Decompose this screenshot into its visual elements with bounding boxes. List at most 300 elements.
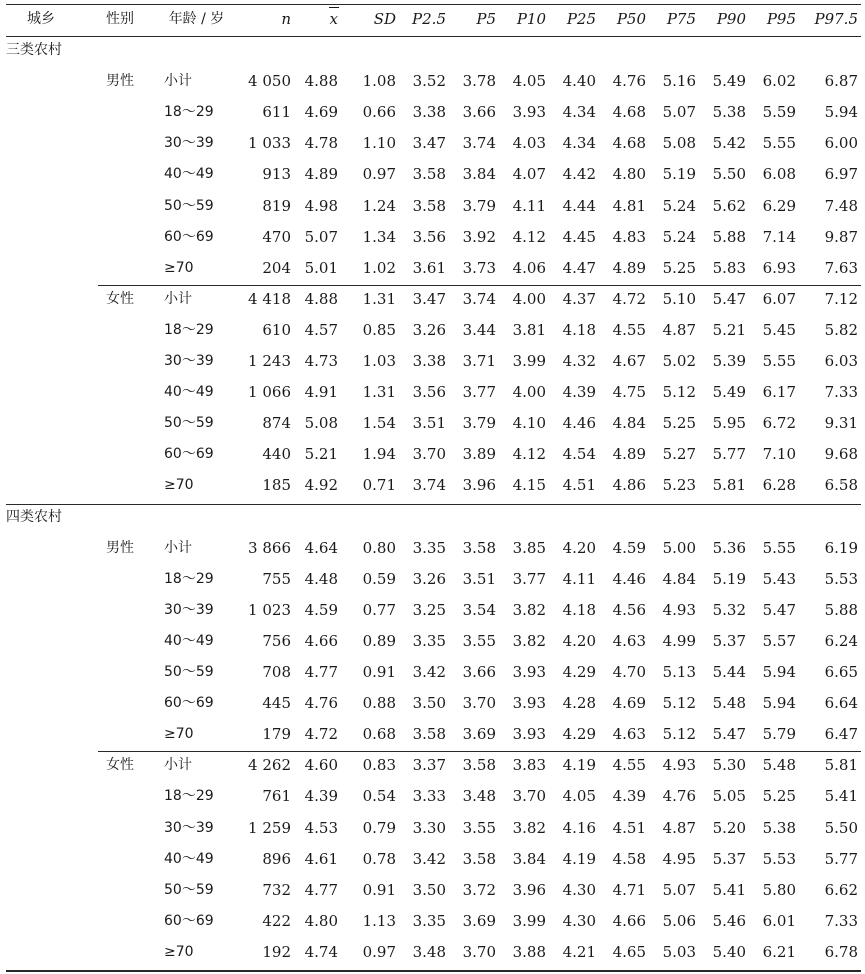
table-row [6,937,861,968]
cell-p95: 6.21 [762,942,796,961]
cell-age: 50～59 [164,881,214,898]
cell-p97-5: 5.81 [824,756,858,775]
cell-p5: 3.92 [462,227,496,246]
cell-p10: 4.06 [512,258,546,277]
cell-sd: 1.10 [362,134,396,153]
cell-p90: 5.36 [712,538,746,557]
cell-sd: 0.54 [362,787,396,806]
table-row [6,564,861,595]
cell-p2-5: 3.26 [412,320,446,339]
cell-p5: 3.58 [462,756,496,775]
cell-p97-5: 6.19 [824,538,858,557]
cell-n: 755 [262,569,291,588]
cell-p75: 4.99 [662,631,696,650]
table-row [6,533,861,564]
cell-mean: 4.72 [304,725,338,744]
cell-p90: 5.32 [712,600,746,619]
cell-n: 708 [262,663,291,681]
cell-sd: 0.85 [362,320,396,339]
cell-p97-5: 6.87 [824,72,858,91]
cell-p97-5: 6.58 [824,476,858,495]
cell-p50: 4.58 [612,849,646,868]
cell-p5: 3.70 [462,942,496,961]
header-area: 城乡 [27,11,55,27]
cell-p97-5: 5.82 [824,320,858,339]
cell-p10: 4.10 [512,414,546,433]
cell-p2-5: 3.58 [412,725,446,744]
cell-p2-5: 3.58 [412,196,446,215]
cell-p5: 3.72 [462,880,496,899]
cell-p25: 4.40 [562,72,596,91]
cell-p75: 4.87 [662,320,696,339]
cell-p90: 5.49 [712,383,746,402]
header-p10: P10 [516,10,546,28]
header-p50: P50 [616,10,646,28]
cell-age: 30～39 [164,819,214,836]
cell-p97-5: 6.03 [824,352,858,370]
cell-p50: 4.75 [612,383,646,402]
cell-p25: 4.19 [562,756,596,775]
cell-p95: 5.25 [762,787,796,806]
cell-p5: 3.79 [462,414,496,433]
cell-p10: 3.83 [512,756,546,775]
cell-sd: 0.79 [362,818,396,837]
cell-p25: 4.16 [562,818,596,837]
cell-p5: 3.69 [462,725,496,744]
cell-p50: 4.69 [612,694,646,713]
cell-n: 4 050 [248,72,291,91]
cell-mean: 4.60 [304,756,338,775]
cell-p95: 6.72 [762,414,796,433]
cell-mean: 4.77 [304,880,338,899]
cell-n: 422 [262,911,291,930]
table-row [6,439,861,470]
cell-p50: 4.68 [612,134,646,153]
cell-p10: 4.12 [512,227,546,246]
cell-age: 小计 [164,290,192,307]
cell-p5: 3.58 [462,538,496,557]
cell-p10: 4.12 [512,445,546,464]
cell-p97-5: 5.77 [824,849,858,868]
cell-p50: 4.46 [612,569,646,588]
cell-mean: 4.57 [304,320,338,339]
cell-p50: 4.86 [612,476,646,495]
cell-p75: 5.25 [662,414,696,433]
table-row [6,688,861,719]
cell-p90: 5.30 [712,756,746,775]
cell-age: 30～39 [164,601,214,618]
cell-n: 204 [262,258,291,277]
cell-p50: 4.81 [612,196,646,215]
cell-p25: 4.20 [562,631,596,650]
cell-p90: 5.38 [712,103,746,122]
cell-p90: 5.83 [712,258,746,277]
cell-p25: 4.29 [562,725,596,744]
cell-p97-5: 9.31 [824,414,858,433]
cell-p97-5: 6.62 [824,880,858,899]
cell-n: 756 [262,631,291,650]
table-row [6,844,861,875]
cell-p50: 4.65 [612,942,646,961]
cell-p97-5: 6.78 [824,942,858,961]
cell-p75: 5.23 [662,476,696,495]
cell-n: 4 418 [248,289,291,308]
cell-p25: 4.11 [562,569,596,588]
cell-age: 30～39 [164,353,214,369]
cell-p25: 4.54 [562,445,596,464]
cell-p97-5: 5.53 [824,569,858,588]
table-row [6,377,861,408]
table-row [6,191,861,222]
cell-p95: 5.59 [762,103,796,122]
cell-p90: 5.19 [712,569,746,588]
cell-n: 1 259 [248,818,291,837]
cell-p95: 5.47 [762,600,796,619]
cell-age: 小计 [164,73,192,90]
cell-p75: 5.12 [662,383,696,402]
cell-sd: 0.97 [362,942,396,961]
cell-p2-5: 3.42 [412,663,446,681]
cell-p97-5: 7.48 [824,196,858,215]
cell-age: 60～69 [164,228,214,245]
cell-n: 874 [262,414,291,433]
cell-p95: 5.55 [762,352,796,370]
cell-age: 18～29 [164,788,214,805]
cell-p75: 5.07 [662,103,696,122]
cell-n: 761 [262,787,291,806]
cell-p95: 6.28 [762,476,796,495]
cell-age: 40～49 [164,166,214,183]
cell-p50: 4.67 [612,352,646,370]
cell-p90: 5.39 [712,352,746,370]
cell-mean: 4.76 [304,694,338,713]
cell-age: 18～29 [164,321,214,338]
cell-p10: 4.07 [512,165,546,184]
cell-p5: 3.73 [462,258,496,277]
cell-p25: 4.46 [562,414,596,433]
cell-age: 40～49 [164,384,214,401]
cell-p75: 5.16 [662,72,696,91]
cell-p95: 5.79 [762,725,796,744]
cell-p75: 5.02 [662,352,696,370]
cell-p75: 5.27 [662,445,696,464]
cell-p10: 3.93 [512,694,546,713]
cell-age: 30～39 [164,135,214,152]
table-row [6,253,861,284]
cell-p97-5: 5.94 [824,103,858,122]
cell-age: ≥70 [164,477,194,494]
cell-p25: 4.44 [562,196,596,215]
cell-p75: 4.93 [662,756,696,775]
cell-p2-5: 3.25 [412,600,446,619]
cell-mean: 4.78 [304,134,338,153]
cell-sd: 0.80 [362,538,396,557]
cell-p95: 5.80 [762,880,796,899]
cell-sd: 0.91 [362,880,396,899]
header-age: 年龄 / 岁 [168,11,225,27]
cell-p97-5: 7.12 [824,289,858,308]
cell-mean: 4.69 [304,103,338,122]
cell-p90: 5.37 [712,849,746,868]
bottom-rule [6,970,861,972]
cell-n: 179 [262,725,291,744]
cell-p97-5: 6.24 [824,631,858,650]
cell-n: 445 [262,694,291,713]
cell-p10: 3.99 [512,911,546,930]
cell-p90: 5.48 [712,694,746,713]
cell-n: 192 [262,942,291,961]
cell-p75: 5.08 [662,134,696,153]
cell-p50: 4.76 [612,72,646,91]
cell-age: 60～69 [164,446,214,463]
cell-p25: 4.34 [562,134,596,153]
cell-sd: 1.31 [362,289,396,308]
cell-p95: 6.93 [762,258,796,277]
cell-p2-5: 3.74 [412,476,446,495]
cell-mean: 4.64 [304,538,338,557]
cell-p2-5: 3.56 [412,227,446,246]
cell-p5: 3.48 [462,787,496,806]
cell-p50: 4.59 [612,538,646,557]
cell-p10: 3.82 [512,818,546,837]
table-row [6,222,861,253]
cell-p90: 5.41 [712,880,746,899]
cell-age: 50～59 [164,197,214,214]
cell-n: 819 [262,196,291,215]
cell-p75: 5.19 [662,165,696,184]
cell-p5: 3.66 [462,103,496,122]
cell-p95: 5.43 [762,569,796,588]
cell-n: 470 [262,227,291,246]
cell-sd: 0.77 [362,600,396,619]
cell-p25: 4.47 [562,258,596,277]
cell-p75: 5.12 [662,694,696,713]
cell-p75: 5.00 [662,538,696,557]
cell-p2-5: 3.50 [412,694,446,713]
table-row [6,470,861,501]
cell-p2-5: 3.52 [412,72,446,91]
cell-p97-5: 9.68 [824,445,858,464]
cell-sd: 0.88 [362,694,396,713]
cell-p2-5: 3.26 [412,569,446,588]
cell-p10: 3.93 [512,663,546,681]
cell-p2-5: 3.47 [412,134,446,153]
cell-age: 50～59 [164,664,214,680]
sex-label: 女性 [106,757,134,774]
cell-p95: 6.29 [762,196,796,215]
cell-p95: 5.48 [762,756,796,775]
cell-p10: 4.03 [512,134,546,153]
cell-p10: 3.82 [512,631,546,650]
cell-sd: 1.31 [362,383,396,402]
cell-sd: 0.78 [362,849,396,868]
cell-age: ≥70 [164,726,194,743]
cell-p50: 4.55 [612,756,646,775]
cell-p75: 4.87 [662,818,696,837]
cell-p5: 3.74 [462,289,496,308]
cell-p10: 3.99 [512,352,546,370]
cell-p90: 5.21 [712,320,746,339]
cell-p5: 3.44 [462,320,496,339]
cell-p97-5: 7.33 [824,911,858,930]
cell-n: 4 262 [248,756,291,775]
cell-p25: 4.05 [562,787,596,806]
cell-p5: 3.51 [462,569,496,588]
cell-p95: 5.38 [762,818,796,837]
cell-n: 732 [262,880,291,899]
cell-p95: 5.55 [762,538,796,557]
cell-p50: 4.84 [612,414,646,433]
cell-p25: 4.39 [562,383,596,402]
cell-mean: 4.91 [304,383,338,402]
cell-n: 185 [262,476,291,495]
cell-age: 50～59 [164,415,214,432]
cell-sd: 1.13 [362,911,396,930]
cell-p5: 3.74 [462,134,496,153]
cell-p90: 5.62 [712,196,746,215]
cell-n: 610 [262,320,291,339]
cell-p95: 5.45 [762,320,796,339]
cell-p90: 5.37 [712,631,746,650]
cell-p5: 3.58 [462,849,496,868]
cell-p75: 4.93 [662,600,696,619]
mean-symbol: x [330,4,338,35]
cell-p2-5: 3.56 [412,383,446,402]
cell-p50: 4.83 [612,227,646,246]
cell-n: 913 [262,165,291,184]
cell-p2-5: 3.47 [412,289,446,308]
cell-p95: 6.01 [762,911,796,930]
table-row [6,626,861,657]
cell-p25: 4.30 [562,911,596,930]
area-label: 四类农村 [6,508,62,525]
area-row [6,35,861,66]
cell-p5: 3.55 [462,818,496,837]
cell-p50: 4.39 [612,787,646,806]
cell-mean: 4.61 [304,849,338,868]
cell-p97-5: 5.41 [824,787,858,806]
cell-p5: 3.54 [462,600,496,619]
cell-age: 40～49 [164,632,214,649]
cell-p2-5: 3.50 [412,880,446,899]
cell-p97-5: 9.87 [824,227,858,246]
cell-p50: 4.70 [612,663,646,681]
cell-p50: 4.80 [612,165,646,184]
cell-p50: 4.51 [612,818,646,837]
header-sd: SD [373,10,396,28]
cell-p25: 4.42 [562,165,596,184]
cell-p2-5: 3.33 [412,787,446,806]
cell-p10: 4.15 [512,476,546,495]
header-p5: P5 [476,10,496,28]
cell-p97-5: 6.65 [824,663,858,681]
cell-p5: 3.70 [462,694,496,713]
table-row [6,315,861,346]
cell-p5: 3.79 [462,196,496,215]
cell-p10: 4.00 [512,289,546,308]
cell-p5: 3.89 [462,445,496,464]
cell-mean: 4.89 [304,165,338,184]
area-label: 三类农村 [6,42,62,58]
cell-sd: 0.66 [362,103,396,122]
cell-p97-5: 6.97 [824,165,858,184]
cell-age: ≥70 [164,943,194,960]
cell-p50: 4.71 [612,880,646,899]
cell-p90: 5.49 [712,72,746,91]
cell-p50: 4.55 [612,320,646,339]
cell-p95: 5.57 [762,631,796,650]
cell-p25: 4.20 [562,538,596,557]
cell-mean: 4.59 [304,600,338,619]
cell-p5: 3.55 [462,631,496,650]
cell-p95: 5.55 [762,134,796,153]
cell-p75: 5.06 [662,911,696,930]
sex-label: 男性 [106,73,134,90]
cell-sd: 1.08 [362,72,396,91]
header-p25: P25 [566,10,596,28]
cell-p90: 5.95 [712,414,746,433]
cell-n: 611 [262,103,291,122]
cell-n: 3 866 [248,538,291,557]
header-sex: 性别 [106,11,134,27]
table-row [6,346,861,377]
cell-p25: 4.29 [562,663,596,681]
cell-p2-5: 3.35 [412,631,446,650]
cell-age: 18～29 [164,104,214,121]
cell-p2-5: 3.51 [412,414,446,433]
cell-p75: 4.84 [662,569,696,588]
cell-sd: 0.68 [362,725,396,744]
cell-p90: 5.42 [712,134,746,153]
sex-label: 男性 [106,539,134,556]
cell-p50: 4.63 [612,631,646,650]
sex-label: 女性 [106,290,134,307]
header-p2-5: P2.5 [412,10,446,28]
cell-age: 60～69 [164,695,214,712]
cell-p90: 5.40 [712,942,746,961]
cell-p10: 4.00 [512,383,546,402]
cell-p75: 5.24 [662,227,696,246]
cell-p2-5: 3.38 [412,103,446,122]
cell-p2-5: 3.70 [412,445,446,464]
cell-p10: 3.96 [512,880,546,899]
cell-p75: 5.03 [662,942,696,961]
table-row [6,408,861,439]
cell-n: 1 243 [248,352,291,370]
cell-p95: 5.53 [762,849,796,868]
cell-p5: 3.77 [462,383,496,402]
cell-p95: 6.07 [762,289,796,308]
cell-p90: 5.20 [712,818,746,837]
cell-p75: 5.13 [662,663,696,681]
cell-sd: 1.03 [362,352,396,370]
table-row [6,657,861,688]
cell-p25: 4.21 [562,942,596,961]
cell-p10: 3.88 [512,942,546,961]
cell-p25: 4.51 [562,476,596,495]
cell-p50: 4.66 [612,911,646,930]
cell-p95: 6.02 [762,72,796,91]
cell-n: 896 [262,849,291,868]
cell-p25: 4.18 [562,320,596,339]
cell-p95: 6.08 [762,165,796,184]
cell-p25: 4.18 [562,600,596,619]
cell-p50: 4.68 [612,103,646,122]
header-p90: P90 [716,10,746,28]
cell-mean: 4.48 [304,569,338,588]
cell-p75: 5.24 [662,196,696,215]
cell-mean: 5.07 [304,227,338,246]
